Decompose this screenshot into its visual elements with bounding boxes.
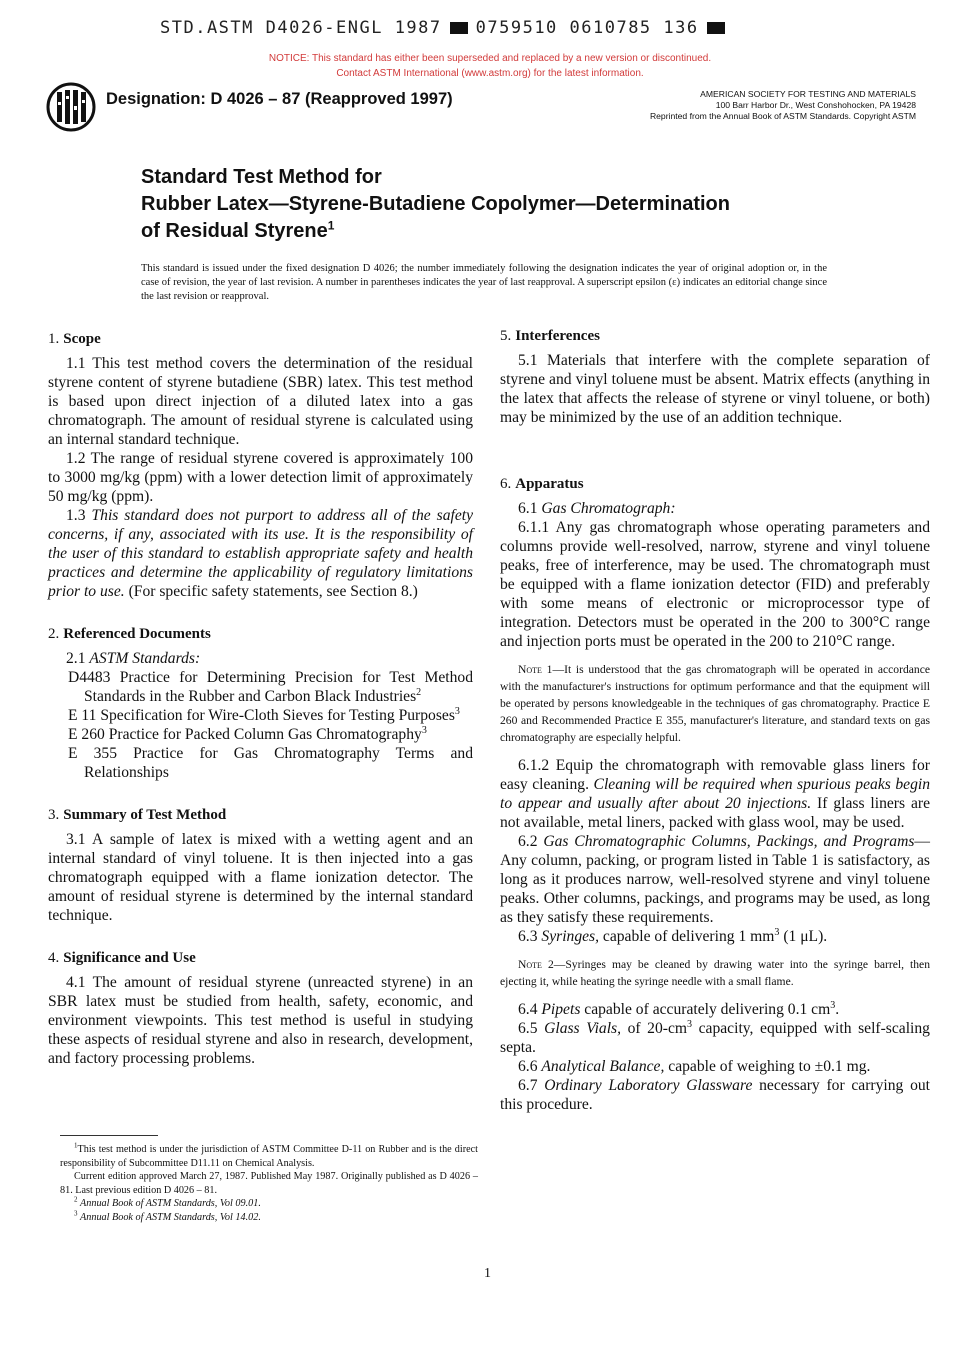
paragraph-1-3: 1.3 This standard does not purport to address all of the safety concerns, if any, associated with its use. It is the responsibility of the user of this standard to establish appropriate safety and health practices and determine the applicability of regulatory limitations prior to use. (For specific safety statements, see Section 8.) <box>48 507 474 600</box>
stamp-block-icon <box>450 22 468 34</box>
issuance-statement: This standard is issued under the fixed designation D 4026; the number immediately following the designation indicates the year of original adoption or, in the case of revision, the year of last revision. A number in parentheses indicates the year of last reapproval. A superscript epsilon (ε) indicates an editorial change since the last revision or reapproval. <box>141 263 827 302</box>
designation: Designation: D 4026 – 87 (Reapproved 1997) <box>106 90 453 108</box>
notice-line-2: Contact ASTM International (www.astm.org) for the latest information. <box>336 68 644 79</box>
subsection-2-1: 2.1 ASTM Standards: <box>66 650 201 667</box>
document-title <box>141 164 861 245</box>
section-heading-interferences: 5. Interferences <box>500 328 600 344</box>
note-2: Note 2—Syringes may be cleaned by drawing water into the syringe barrel, then ejecting it, while heating the syringe needle with a small flame. <box>500 958 930 988</box>
safety-statement: This standard does not purport to address all of the safety concerns, if any, associated with its use. It is the responsibility of the user of this standard to establish appropriate safety and health practices and determine the applicability of regulatory limitations prior to use. <box>48 507 474 600</box>
paragraph-1-1: 1.1 This test method covers the determination of the residual styrene content of styrene butadiene (SBR) latex. This test method is based upon direct injection of a diluted latex into a gas chromatograph. The amount of residual styrene is calculated using an internal standard technique. <box>48 355 473 448</box>
paragraph-6-3: 6.3 Syringes, capable of delivering 1 $mm^3$ (1 μL). <box>518 926 828 945</box>
left-column <box>48 330 473 1068</box>
section-heading-apparatus: 6. Apparatus <box>500 476 584 492</box>
paragraph-6-4: 6.4 Pipets capable of accurately delivering 0.1 $cm^3$. <box>518 999 840 1018</box>
reprint-note: Reprinted from the Annual Book of ASTM Standards. Copyright ASTM <box>649 111 916 121</box>
paragraph-6-6: 6.6 Analytical Balance, capable of weighing to ±0.1 mg. <box>518 1058 871 1075</box>
footnote-3: $^3$ Annual Book of ASTM Standards, Vol 14.02. <box>74 1209 261 1223</box>
reference-e260: E 260 Practice for Packed Column Gas Chromatography$^3$ <box>68 724 427 743</box>
stamp-block-icon <box>707 22 725 34</box>
title-footnote-mark: 1 <box>327 218 335 233</box>
footnote-2: $^2$ Annual Book of ASTM Standards, Vol 09.01. <box>74 1195 261 1210</box>
footnote-divider <box>60 1135 158 1136</box>
stamp-number: 0759510 0610785 136 <box>475 18 699 38</box>
right-column <box>500 327 930 1114</box>
notice-line-1: NOTICE: This standard has either been superseded and replaced by a new version or discontinued. <box>268 53 712 64</box>
footnote-1-edition: Current edition approved March 27, 1987. Published May 1987. Originally published as D 4026 – 81. Last previous edition D 4026 – 81. <box>60 1171 478 1196</box>
section-heading-scope: 1. Scope <box>48 331 101 347</box>
paragraph-6-7: 6.7 Ordinary Laboratory Glassware necessary for carrying out this procedure. <box>500 1077 930 1113</box>
title-line-2: Rubber Latex—Styrene-Butadiene Copolymer—Determination <box>141 193 730 215</box>
society-name: AMERICAN SOCIETY FOR TESTING AND MATERIALS <box>700 89 916 99</box>
paragraph-6-1: 6.1 Gas Chromatograph: <box>518 500 676 517</box>
note-1: Note 1—It is understood that the gas chromatograph will be operated in accordance with the manufacturer's instructions for optimum performance and that the equipment will be operated by persons knowledgeable in the techniques of gas chromatography. Practice E 260 and Recommended Practice E 355, manufacturer's literature, and standard texts on gas chromatography are especially helpful. <box>500 663 930 744</box>
stamp-designation: STD.ASTM D4026-ENGL 1987 <box>160 18 442 38</box>
page-number: 1 <box>484 1266 491 1281</box>
footnotes <box>60 1143 478 1225</box>
paragraph-1-2: 1.2 The range of residual styrene covered is approximately 100 to 3000 mg/kg (ppm) with a lower detection limit of approximately 50 mg/kg (ppm). <box>48 450 473 505</box>
astm-logo-icon <box>46 82 96 132</box>
title-line-3: of Residual Styrene <box>141 220 328 242</box>
paragraph-6-2: 6.2 Gas Chromatographic Columns, Packings, and Programs—Any column, packing, or program listed in Table 1 is satisfactory, as long as it produces narrow, well-resolved styrene and vinyl toluene peaks. Other columns, packings, and programs may be used, as long as they satisfy these requirements. <box>500 833 931 926</box>
paragraph-6-5: 6.5 Glass Vials, of $20-cm^3$ capacity, equipped with self-scaling septa. <box>500 1018 930 1056</box>
footnote-1: $^1$This test method is under the jurisdiction of ASTM Committee D-11 on Rubber and is the direct responsibility of Subcommittee D11.11 on Chemical Analysis. <box>60 1141 478 1169</box>
paragraph-6-1-2: 6.1.2 Equip the chromatograph with removable glass liners for easy cleaning. Cleaning will be required when spurious peaks begin to appear and usually after about 20 injections. If glass liners are not available, metal liners, packed with glass wool, may be used. <box>500 757 931 831</box>
title-line-1: Standard Test Method for <box>141 166 382 188</box>
paragraph-3-1: 3.1 A sample of latex is mixed with a wetting agent and an internal standard of vinyl toluene. It is then injected into a gas chromatograph equipped with a flame ionization detector. The amount of residual styrene is determined by the internal standard technique. <box>48 831 473 924</box>
paragraph-6-1-1: 6.1.1 Any gas chromatograph whose operating parameters and columns provide well-resolved, narrow, styrene and vinyl toluene peaks, free of interference, may be used. The chromatograph must be equipped with a flame ionization detector (FID) and preferably with some means of electronic or microprocessor type of integration. Detectors must be operated in the 200 to 300°C range and injection ports must be operated in the 200 to 210°C range. <box>500 519 930 650</box>
reference-d4483: D4483 Practice for Determining Precision for Test Method Standards in the Rubber and Carbon Black Industries$^2$ <box>68 669 473 705</box>
society-block <box>650 89 916 122</box>
paragraph-4-1: 4.1 The amount of residual styrene (unreacted styrene) in an SBR latex must be studied from health, safety, economic, and environment viewpoints. This test method is useful in studying these aspects of residual styrene and also in research, development, and factory processing problems. <box>48 974 473 1067</box>
section-heading-summary: 3. Summary of Test Method <box>48 807 227 823</box>
society-address: 100 Barr Harbor Dr., West Conshohocken, PA 19428 <box>715 100 916 110</box>
reference-e11: E 11 Specification for Wire-Cloth Sieves for Testing Purposes$^3$ <box>68 705 460 724</box>
supersede-notice <box>170 51 810 81</box>
paragraph-5-1: 5.1 Materials that interfere with the complete separation of styrene and vinyl toluene must be absent. Matrix effects (anything in the latex that affects the release of styrene or vinyl toluene, or both) may be minimized by the use of an addition technique. <box>500 352 930 426</box>
section-heading-referenced: 2. Referenced Documents <box>48 626 211 642</box>
document-stamp <box>160 18 800 38</box>
section-heading-significance: 4. Significance and Use <box>48 950 196 966</box>
reference-e355: E 355 Practice for Gas Chromatography Terms and Relationships <box>68 745 473 781</box>
